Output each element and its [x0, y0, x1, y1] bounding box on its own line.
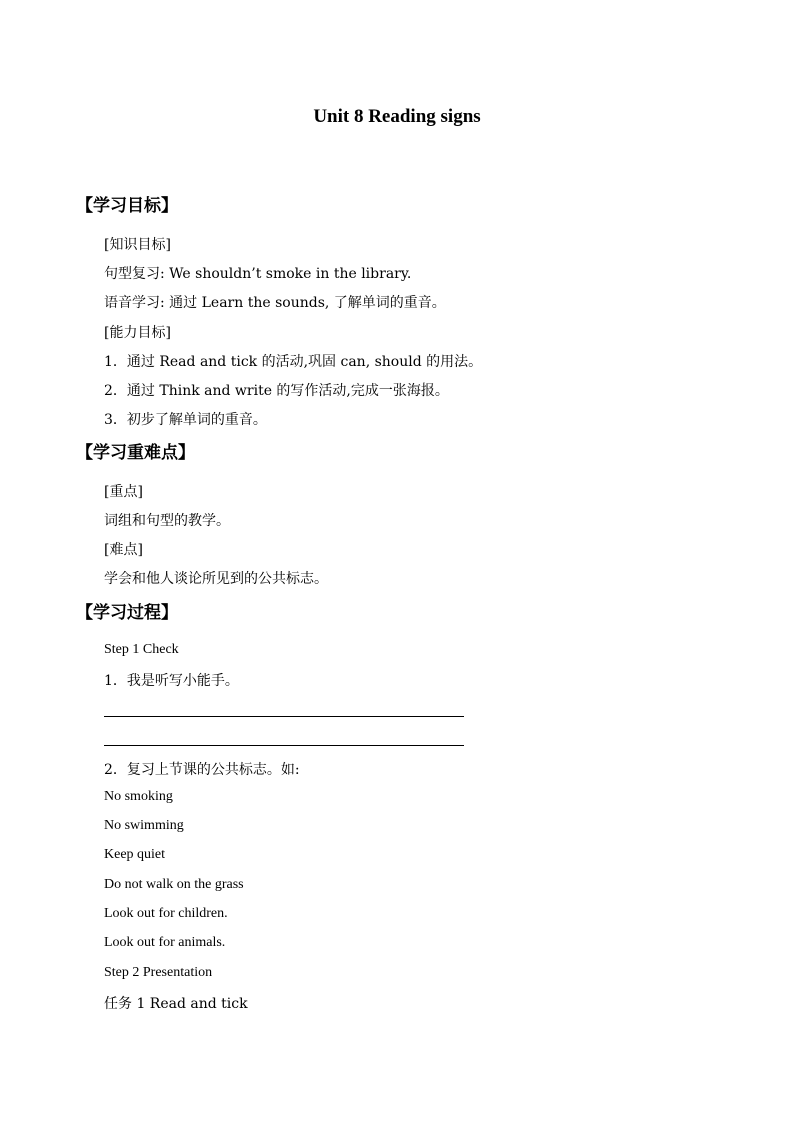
ability-item-1: 1．通过 Read and tick 的活动,巩固 can, should 的用法。	[104, 354, 483, 370]
task-review-signs: 2．复习上节课的公共标志。如:	[104, 762, 300, 778]
step-1-heading: Step 1 Check	[104, 642, 179, 657]
phonics-line: 语音学习: 通过 Learn the sounds, 了解单词的重音。	[104, 295, 446, 311]
task-read-and-tick: 任务 1 Read and tick	[104, 996, 248, 1012]
sign-item: Look out for children.	[104, 906, 228, 921]
sign-item: No smoking	[104, 789, 173, 804]
section-heading-goals: 【学习目标】	[76, 196, 178, 216]
knowledge-goals-label: [知识目标]	[104, 237, 171, 253]
sign-item: Do not walk on the grass	[104, 877, 244, 892]
sign-item: Look out for animals.	[104, 935, 226, 950]
section-heading-process: 【学习过程】	[76, 603, 178, 623]
task-dictation: 1．我是听写小能手。	[104, 673, 239, 689]
ability-item-3: 3．初步了解单词的重音。	[104, 412, 267, 428]
pattern-review-line: 句型复习: We shouldn’t smoke in the library.	[104, 266, 412, 282]
key-point-label: [重点]	[104, 484, 143, 500]
ability-goals-label: [能力目标]	[104, 325, 171, 341]
answer-line-1	[104, 716, 464, 717]
answer-line-2	[104, 745, 464, 746]
page-title: Unit 8 Reading signs	[313, 106, 481, 127]
ability-item-2: 2．通过 Think and write 的写作活动,完成一张海报。	[104, 383, 449, 399]
section-heading-focus: 【学习重难点】	[76, 443, 195, 463]
step-2-heading: Step 2 Presentation	[104, 965, 213, 980]
key-point-text: 词组和句型的教学。	[104, 513, 230, 529]
difficult-point-text: 学会和他人谈论所见到的公共标志。	[104, 571, 328, 587]
difficult-point-label: [难点]	[104, 542, 143, 558]
sign-item: No swimming	[104, 818, 184, 833]
sign-item: Keep quiet	[104, 847, 166, 862]
